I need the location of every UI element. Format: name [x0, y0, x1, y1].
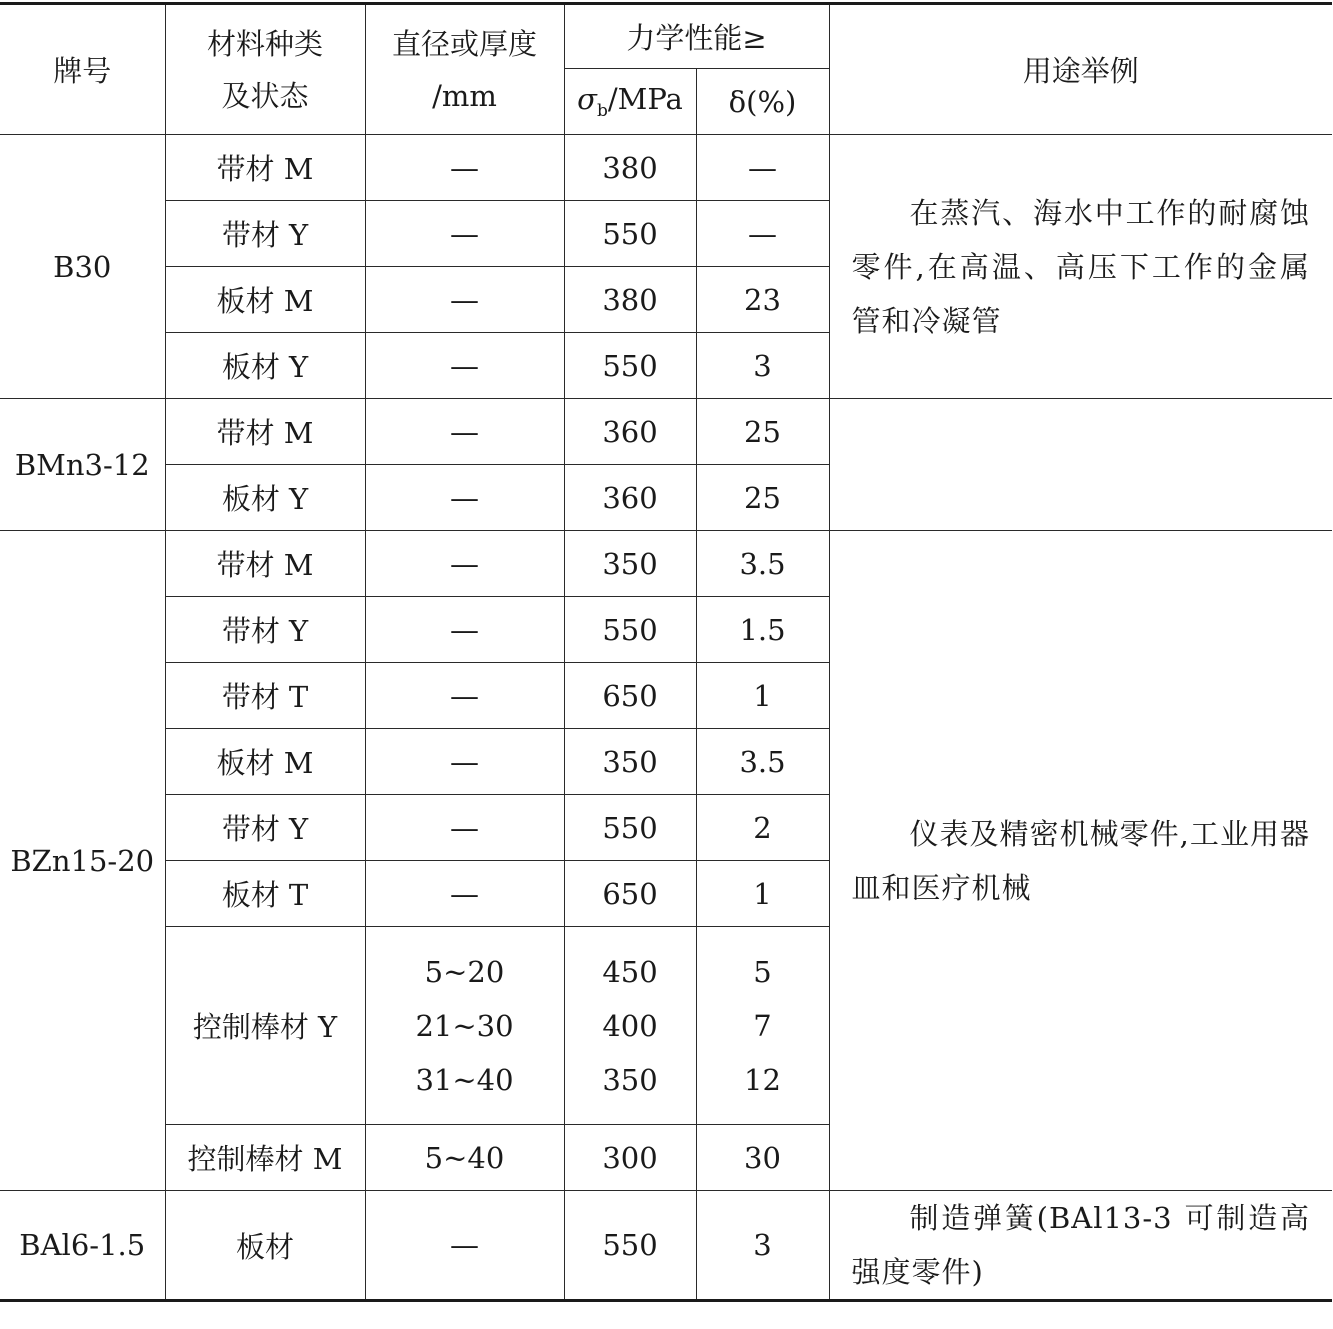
material-cell: 板材	[165, 1191, 365, 1301]
material-cell: 板材 M	[165, 267, 365, 333]
size-cell: —	[365, 465, 564, 531]
header-sigma	[564, 69, 696, 135]
header-usage: 用途举例	[829, 4, 1332, 135]
size-cell: —	[365, 135, 564, 201]
sigma-cell-line: 400	[602, 1008, 658, 1043]
delta-cell: 25	[696, 399, 829, 465]
sigma-cell: 550	[564, 795, 696, 861]
header-row-1	[0, 4, 1332, 69]
material-cell: 板材 M	[165, 729, 365, 795]
sigma-cell: 550	[564, 1191, 696, 1301]
header-material	[165, 4, 365, 135]
header-grade: 牌号	[0, 4, 165, 135]
size-cell: —	[365, 531, 564, 597]
delta-cell: 25	[696, 465, 829, 531]
header-delta: δ(%)	[696, 69, 829, 135]
size-cell: —	[365, 597, 564, 663]
sigma-cell: 350	[564, 729, 696, 795]
header-size	[365, 4, 564, 135]
size-cell: —	[365, 399, 564, 465]
table-row	[0, 1191, 1332, 1301]
size-cell: —	[365, 861, 564, 927]
delta-cell: 3	[696, 333, 829, 399]
header-mechanical: 力学性能≥	[564, 4, 829, 69]
size-cell-line: 5~20	[424, 954, 505, 989]
usage-text: 仪表及精密机械零件,工业用器皿和医疗机械	[851, 816, 1310, 905]
size-cell: —	[365, 267, 564, 333]
sigma-cell: 380	[564, 135, 696, 201]
delta-cell-line: 7	[753, 1008, 772, 1043]
material-cell: 带材 Y	[165, 795, 365, 861]
sigma-cell: 300	[564, 1125, 696, 1191]
usage-cell	[829, 399, 1332, 531]
delta-cell: 30	[696, 1125, 829, 1191]
delta-cell-line: 12	[744, 1062, 781, 1097]
sigma-symbol: σ	[577, 82, 597, 117]
size-cell: 5~40	[365, 1125, 564, 1191]
delta-cell: 23	[696, 267, 829, 333]
grade-cell: B30	[0, 135, 165, 399]
size-cell: —	[365, 795, 564, 861]
material-cell: 带材 M	[165, 531, 365, 597]
size-cell-line: 21~30	[415, 1008, 514, 1043]
header-material-line1: 材料种类	[206, 26, 323, 61]
sigma-cell: 550	[564, 201, 696, 267]
sigma-cell: 360	[564, 465, 696, 531]
usage-cell	[829, 531, 1332, 1191]
size-cell: —	[365, 333, 564, 399]
delta-cell: 1	[696, 663, 829, 729]
material-cell: 板材 Y	[165, 465, 365, 531]
header-size-line1: 直径或厚度	[391, 26, 537, 61]
material-cell: 带材 M	[165, 399, 365, 465]
material-cell: 板材 Y	[165, 333, 365, 399]
material-cell: 带材 M	[165, 135, 365, 201]
material-cell: 带材 Y	[165, 597, 365, 663]
material-cell: 控制棒材 Y	[165, 927, 365, 1125]
size-cell: —	[365, 201, 564, 267]
delta-cell: 3	[696, 1191, 829, 1301]
sigma-cell-line: 350	[602, 1062, 658, 1097]
usage-cell	[829, 1191, 1332, 1301]
delta-cell: 1	[696, 861, 829, 927]
sigma-cell: 650	[564, 663, 696, 729]
delta-cell	[696, 927, 829, 1125]
sigma-cell-line: 450	[602, 954, 658, 989]
sigma-cell: 360	[564, 399, 696, 465]
grade-cell: BZn15-20	[0, 531, 165, 1191]
header-material-line2: 及状态	[221, 78, 309, 113]
material-cell: 带材 T	[165, 663, 365, 729]
delta-cell: 2	[696, 795, 829, 861]
sigma-cell: 350	[564, 531, 696, 597]
material-cell: 板材 T	[165, 861, 365, 927]
table-row	[0, 135, 1332, 201]
sigma-cell: 550	[564, 597, 696, 663]
sigma-cell	[564, 927, 696, 1125]
size-cell	[365, 927, 564, 1125]
header-size-line2: /mm	[432, 78, 497, 113]
grade-cell: BMn3-12	[0, 399, 165, 531]
sigma-cell: 550	[564, 333, 696, 399]
size-cell-line: 31~40	[415, 1062, 514, 1097]
delta-cell: 3.5	[696, 729, 829, 795]
sigma-unit: /MPa	[607, 82, 683, 117]
material-cell: 带材 Y	[165, 201, 365, 267]
table-row	[0, 399, 1332, 465]
material-cell: 控制棒材 M	[165, 1125, 365, 1191]
copper-alloy-table	[0, 2, 1332, 1302]
grade-cell: BAl6-1.5	[0, 1191, 165, 1301]
usage-text: 制造弹簧(BAl13-3 可制造高强度零件)	[851, 1201, 1310, 1289]
size-cell: —	[365, 1191, 564, 1301]
delta-cell: 1.5	[696, 597, 829, 663]
delta-cell: —	[696, 201, 829, 267]
delta-cell: 3.5	[696, 531, 829, 597]
table-row	[0, 531, 1332, 597]
usage-cell	[829, 135, 1332, 399]
usage-text: 在蒸汽、海水中工作的耐腐蚀零件,在高温、高压下工作的金属管和冷凝管	[851, 195, 1310, 338]
sigma-cell: 650	[564, 861, 696, 927]
delta-cell-line: 5	[753, 954, 772, 989]
size-cell: —	[365, 729, 564, 795]
sigma-subscript: b	[596, 100, 608, 121]
sigma-cell: 380	[564, 267, 696, 333]
delta-cell: —	[696, 135, 829, 201]
size-cell: —	[365, 663, 564, 729]
